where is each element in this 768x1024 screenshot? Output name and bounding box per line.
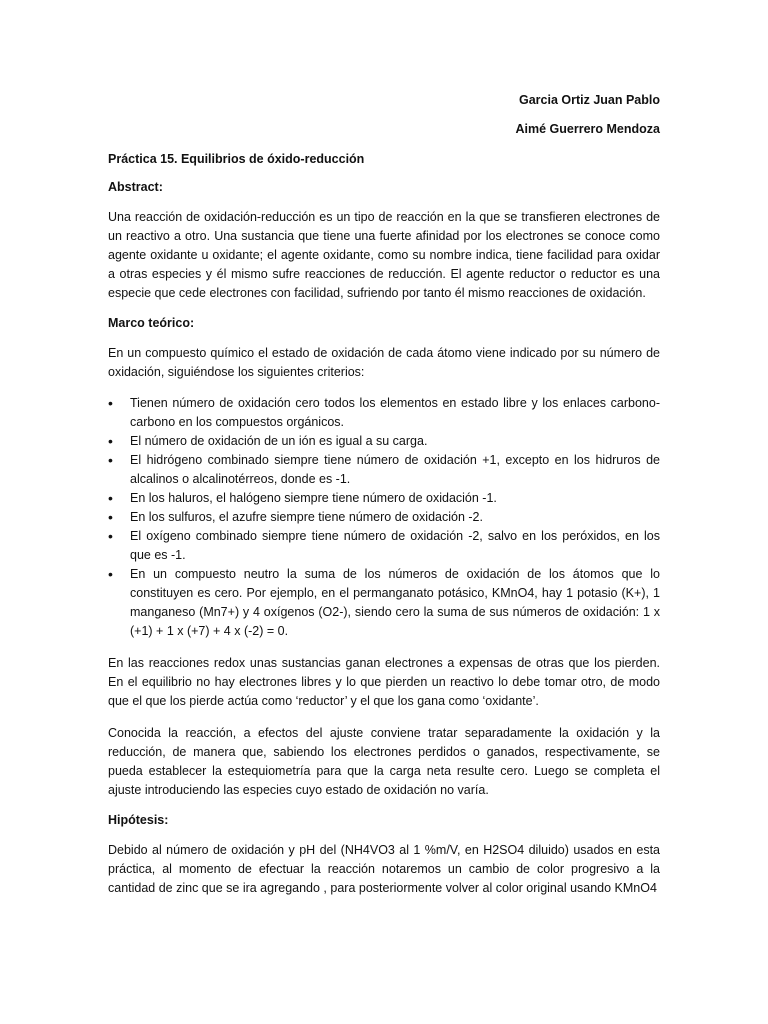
bullet-icon: • — [108, 566, 113, 582]
list-item — [108, 394, 660, 432]
author-name: Garcia Ortiz Juan Pablo — [518, 93, 660, 107]
hipotesis-paragraph: Debido al número de oxidación y pH del (NH4VO3 al 1 %m/V, en H2SO4 diluido) usados en esta práctica, al momento de efectuar la reacción notaremos un cambio de color progresivo a la cantidad de zinc que se ira agregando , para posteriormente volver al color original usando KMnO4 — [108, 843, 660, 895]
list-item-text: En un compuesto neutro la suma de los números de oxidación de los átomos que lo constituyen es cero. Por ejemplo, en el permanganato potásico, KMnO4, hay 1 potasio (K+), 1 manganeso (Mn7+) y 4 oxígenos (O2-), siendo cero la suma de sus números de oxidación: 1 x (+1) + 1 x (+7) + 4 x (-2) = 0. — [130, 567, 660, 638]
list-item — [108, 565, 660, 641]
list-item — [108, 432, 660, 451]
bullet-icon: • — [108, 395, 113, 411]
list-item — [108, 508, 660, 527]
list-item-text: El oxígeno combinado siempre tiene número de oxidación -2, salvo en los peróxidos, en los que es -1. — [130, 529, 660, 562]
redox-paragraph: En las reacciones redox unas sustancias ganan electrones a expensas de otras que los pierden. En el equilibrio no hay electrones libres y lo que pierden un reactivo lo debe tomar otro, de modo que el que los pierde actúa como ‘reductor’ y el que los gana como ‘oxidante’. — [108, 656, 660, 708]
list-item-text: Tienen número de oxidación cero todos los elementos en estado libre y los enlaces carbono-carbono en los compuestos orgánicos. — [130, 396, 660, 429]
marco-intro-paragraph: En un compuesto químico el estado de oxidación de cada átomo viene indicado por su número de oxidación, siguiéndose los siguientes criterios: — [108, 346, 660, 379]
bullet-icon: • — [108, 490, 113, 506]
abstract-heading: Abstract: — [108, 180, 163, 194]
author-name: Aimé Guerrero Mendoza — [515, 122, 660, 136]
criteria-list — [108, 394, 660, 641]
bullet-icon: • — [108, 509, 113, 525]
bullet-icon: • — [108, 433, 113, 449]
abstract-paragraph: Una reacción de oxidación-reducción es un tipo de reacción en la que se transfieren electrones de un reactivo a otro. Una sustancia que tiene una fuerte afinidad por los electrones se conoce como agente oxidante u oxidante; el agente oxidante, como su nombre indica, tiene facilidad para oxidar a otras especies y él mismo sufre reacciones de reducción. El agente reductor o reductor es una especie que cede electrones con facilidad, sufriendo por tanto él mismo reacciones de oxidación. — [108, 210, 660, 300]
list-item — [108, 489, 660, 508]
ajuste-paragraph: Conocida la reacción, a efectos del ajuste conviene tratar separadamente la oxidación y la reducción, de manera que, sabiendo los electrones perdidos o ganados, respectivamente, se pueda establecer la estequiometría para que la carga neta resulte cero. Luego se completa el ajuste introduciendo las especies cuyo estado de oxidación no varía. — [108, 726, 660, 797]
list-item-text: En los haluros, el halógeno siempre tiene número de oxidación -1. — [130, 491, 497, 505]
list-item-text: En los sulfuros, el azufre siempre tiene número de oxidación -2. — [130, 510, 483, 524]
list-item-text: El número de oxidación de un ión es igual a su carga. — [130, 434, 428, 448]
hipotesis-heading: Hipótesis: — [108, 813, 169, 827]
list-item — [108, 527, 660, 565]
list-item-text: El hidrógeno combinado siempre tiene número de oxidación +1, excepto en los hidruros de alcalinos o alcalinotérreos, donde es -1. — [130, 453, 660, 486]
list-item — [108, 451, 660, 489]
marco-teorico-heading: Marco teórico: — [108, 316, 195, 330]
document-title: Práctica 15. Equilibrios de óxido-reducción — [108, 152, 365, 166]
bullet-icon: • — [108, 528, 113, 544]
bullet-icon: • — [108, 452, 113, 468]
